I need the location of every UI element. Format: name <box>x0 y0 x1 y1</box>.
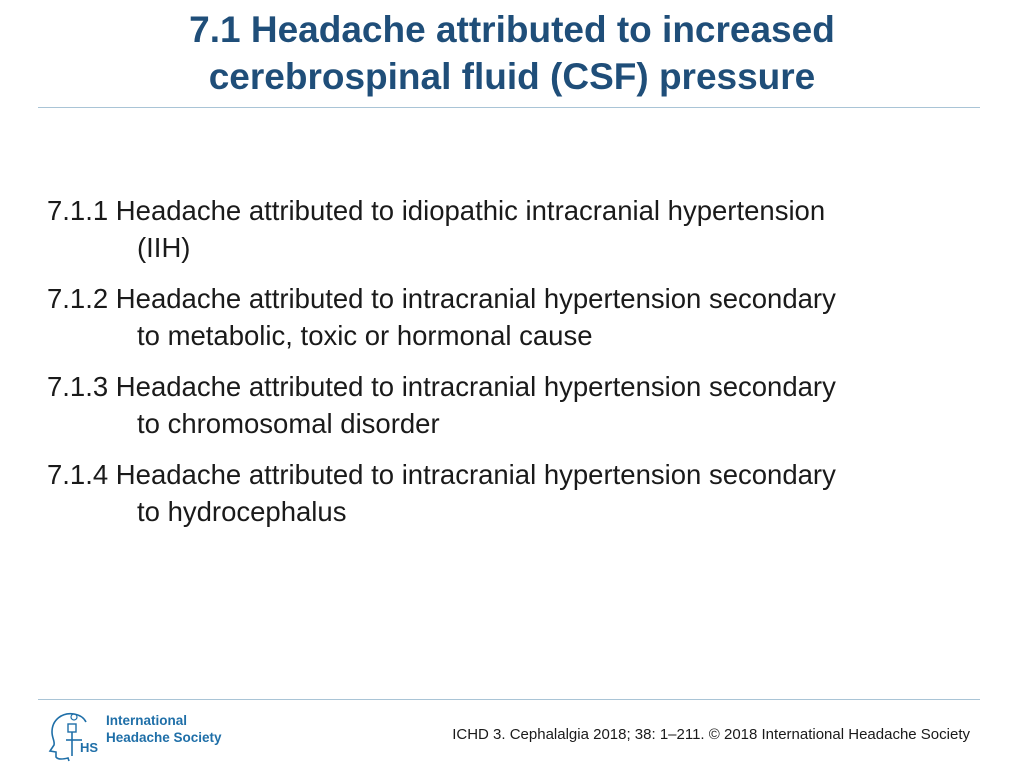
item-line-2: (IIH) <box>137 232 191 263</box>
list-item <box>47 280 977 354</box>
title-divider <box>38 107 980 108</box>
item-line-2: to metabolic, toxic or hormonal cause <box>137 320 593 351</box>
logo-wordmark <box>106 712 222 746</box>
svg-text:HS: HS <box>80 740 99 755</box>
citation-text: ICHD 3. Cephalalgia 2018; 38: 1–211. © 2018 International Headache Society <box>452 726 970 743</box>
title-line-2: cerebrospinal fluid (CSF) pressure <box>208 56 816 97</box>
list-item <box>47 192 977 266</box>
item-line-2: to hydrocephalus <box>137 496 347 527</box>
item-line-1: 7.1.1 Headache attributed to idiopathic intracranial hypertension <box>47 195 826 226</box>
ihs-logo <box>44 710 234 762</box>
logo-line-1: International <box>106 713 188 728</box>
page-title <box>0 6 1024 100</box>
title-line-1: 7.1 Headache attributed to increased <box>189 9 835 50</box>
head-profile-icon <box>44 710 104 762</box>
footer-divider <box>38 699 980 700</box>
item-line-1: 7.1.2 Headache attributed to intracranial hypertension secondary <box>47 283 836 314</box>
item-line-1: 7.1.3 Headache attributed to intracranial hypertension secondary <box>47 371 836 402</box>
logo-line-2: Headache Society <box>106 730 222 745</box>
list-item <box>47 368 977 442</box>
list-item <box>47 456 977 530</box>
item-line-1: 7.1.4 Headache attributed to intracranial hypertension secondary <box>47 459 836 490</box>
item-line-2: to chromosomal disorder <box>137 408 440 439</box>
subtype-list <box>47 192 977 544</box>
